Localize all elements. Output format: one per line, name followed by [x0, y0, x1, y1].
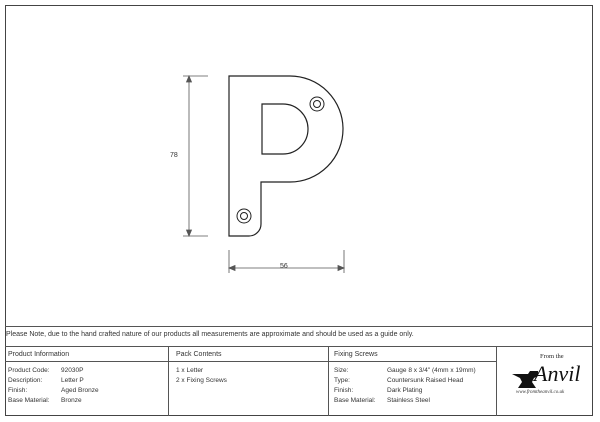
divider [5, 361, 496, 362]
height-dimension [183, 76, 208, 236]
screw-hole-bottom-inner [241, 213, 248, 220]
base-material-value: Bronze [61, 397, 82, 404]
screw-finish-label: Finish: [334, 387, 354, 394]
screw-material-label: Base Material: [334, 397, 376, 404]
divider [496, 346, 497, 416]
height-dimension-label: 78 [170, 152, 178, 159]
width-dimension-label: 56 [280, 263, 288, 270]
finish-label: Finish: [8, 387, 28, 394]
logo-from-the: From the [540, 353, 564, 360]
screw-hole-top-inner [314, 101, 321, 108]
screw-size-label: Size: [334, 367, 349, 374]
product-information-header: Product Information [8, 351, 70, 358]
screw-finish-value: Dark Plating [387, 387, 423, 394]
from-the-anvil-logo [508, 352, 588, 412]
letter-p-counter [262, 104, 308, 154]
divider [168, 346, 169, 416]
pack-item: 2 x Fixing Screws [176, 377, 227, 384]
screw-type-value: Countersunk Raised Head [387, 377, 464, 384]
finish-value: Aged Bronze [61, 387, 99, 394]
measurement-note: Please Note, due to the hand crafted nature of our products all measurements are approximate and should be used as a guide only. [6, 331, 414, 338]
pack-item: 1 x Letter [176, 367, 204, 374]
base-material-label: Base Material: [8, 397, 50, 404]
letter-p-outline [229, 76, 343, 236]
screw-hole-bottom [237, 209, 251, 223]
screw-type-label: Type: [334, 377, 350, 384]
screw-material-value: Stainless Steel [387, 397, 430, 404]
fixing-screws-header: Fixing Screws [334, 351, 378, 358]
product-code-value: 92030P [61, 367, 84, 374]
pack-contents-header: Pack Contents [176, 351, 222, 358]
description-label: Description: [8, 377, 43, 384]
logo-brand-text: Anvil [534, 361, 581, 386]
divider [328, 346, 329, 416]
divider [5, 326, 593, 327]
description-value: Letter P [61, 377, 84, 384]
screw-size-value: Gauge 8 x 3/4" (4mm x 19mm) [387, 367, 476, 374]
screw-hole-top [310, 97, 324, 111]
logo-url: www.fromtheanvil.co.uk [516, 390, 565, 395]
divider [5, 346, 593, 347]
product-code-label: Product Code: [8, 367, 50, 374]
